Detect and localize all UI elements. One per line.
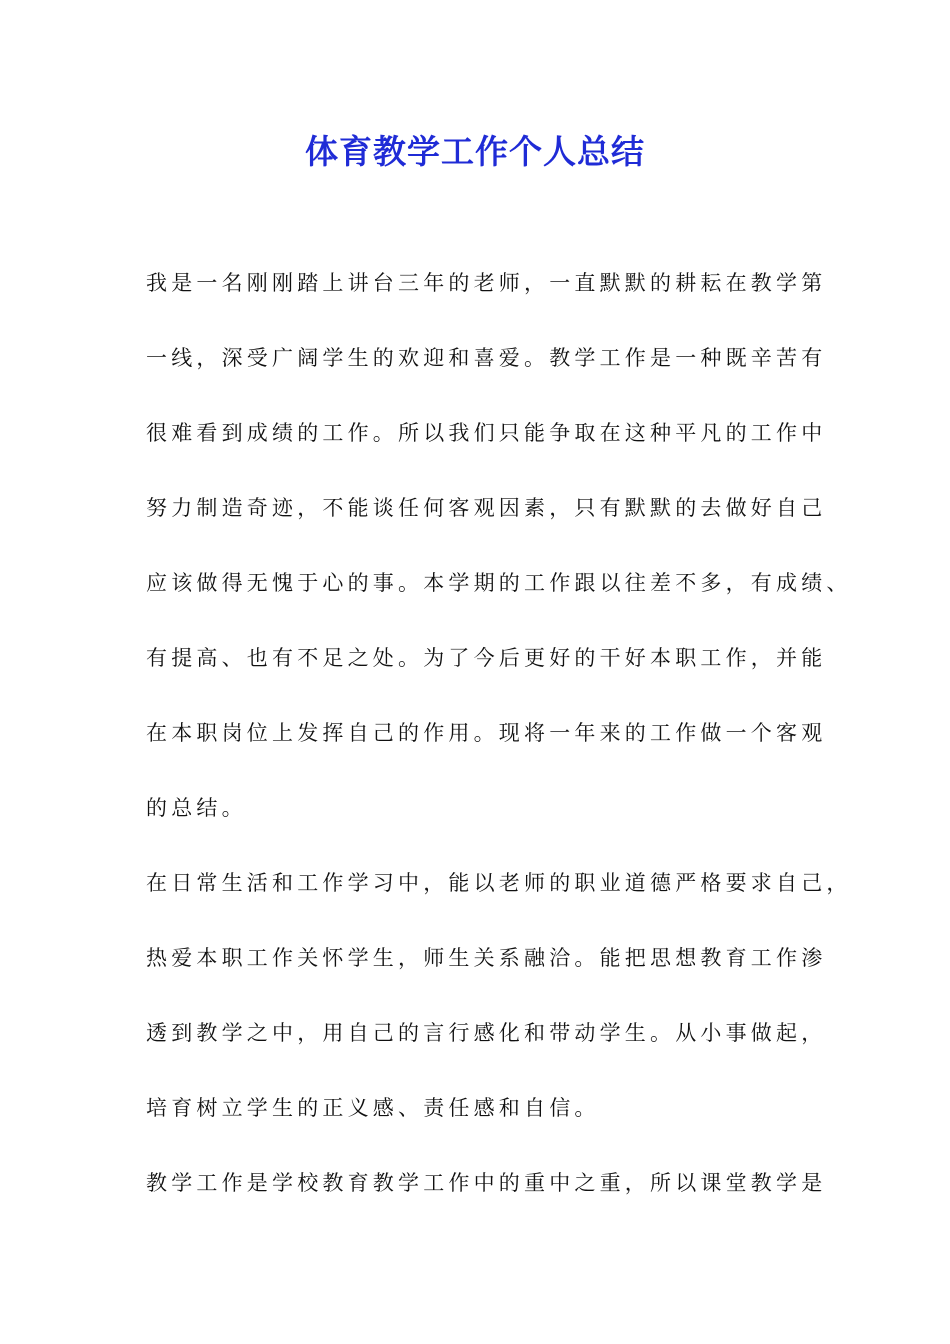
paragraph-1-line-7: 在本职岗位上发挥自己的作用。现将一年来的工作做一个客观 xyxy=(146,721,827,745)
paragraph-1-line-3: 很难看到成绩的工作。所以我们只能争取在这种平凡的工作中 xyxy=(146,421,827,445)
paragraph-1-line-2: 一线，深受广阔学生的欢迎和喜爱。教学工作是一种既辛苦有 xyxy=(146,346,827,370)
paragraph-2-line-1: 在日常生活和工作学习中，能以老师的职业道德严格要求自己， xyxy=(146,871,852,895)
paragraph-2-line-4: 培育树立学生的正义感、责任感和自信。 xyxy=(146,1096,600,1120)
paragraph-1-line-4: 努力制造奇迹，不能谈任何客观因素，只有默默的去做好自己 xyxy=(146,496,827,520)
document-title: 体育教学工作个人总结 xyxy=(305,132,645,171)
paragraph-1-line-1: 我是一名刚刚踏上讲台三年的老师，一直默默的耕耘在教学第 xyxy=(146,271,827,295)
paragraph-1-line-5: 应该做得无愧于心的事。本学期的工作跟以往差不多，有成绩、 xyxy=(146,571,852,595)
paragraph-3-line-1: 教学工作是学校教育教学工作中的重中之重，所以课堂教学是 xyxy=(146,1171,827,1195)
paragraph-1-line-8: 的总结。 xyxy=(146,796,247,820)
paragraph-1-line-6: 有提高、也有不足之处。为了今后更好的干好本职工作，并能 xyxy=(146,646,827,670)
paragraph-2-line-3: 透到教学之中，用自己的言行感化和带动学生。从小事做起， xyxy=(146,1021,827,1045)
paragraph-2-line-2: 热爱本职工作关怀学生，师生关系融洽。能把思想教育工作渗 xyxy=(146,946,827,970)
